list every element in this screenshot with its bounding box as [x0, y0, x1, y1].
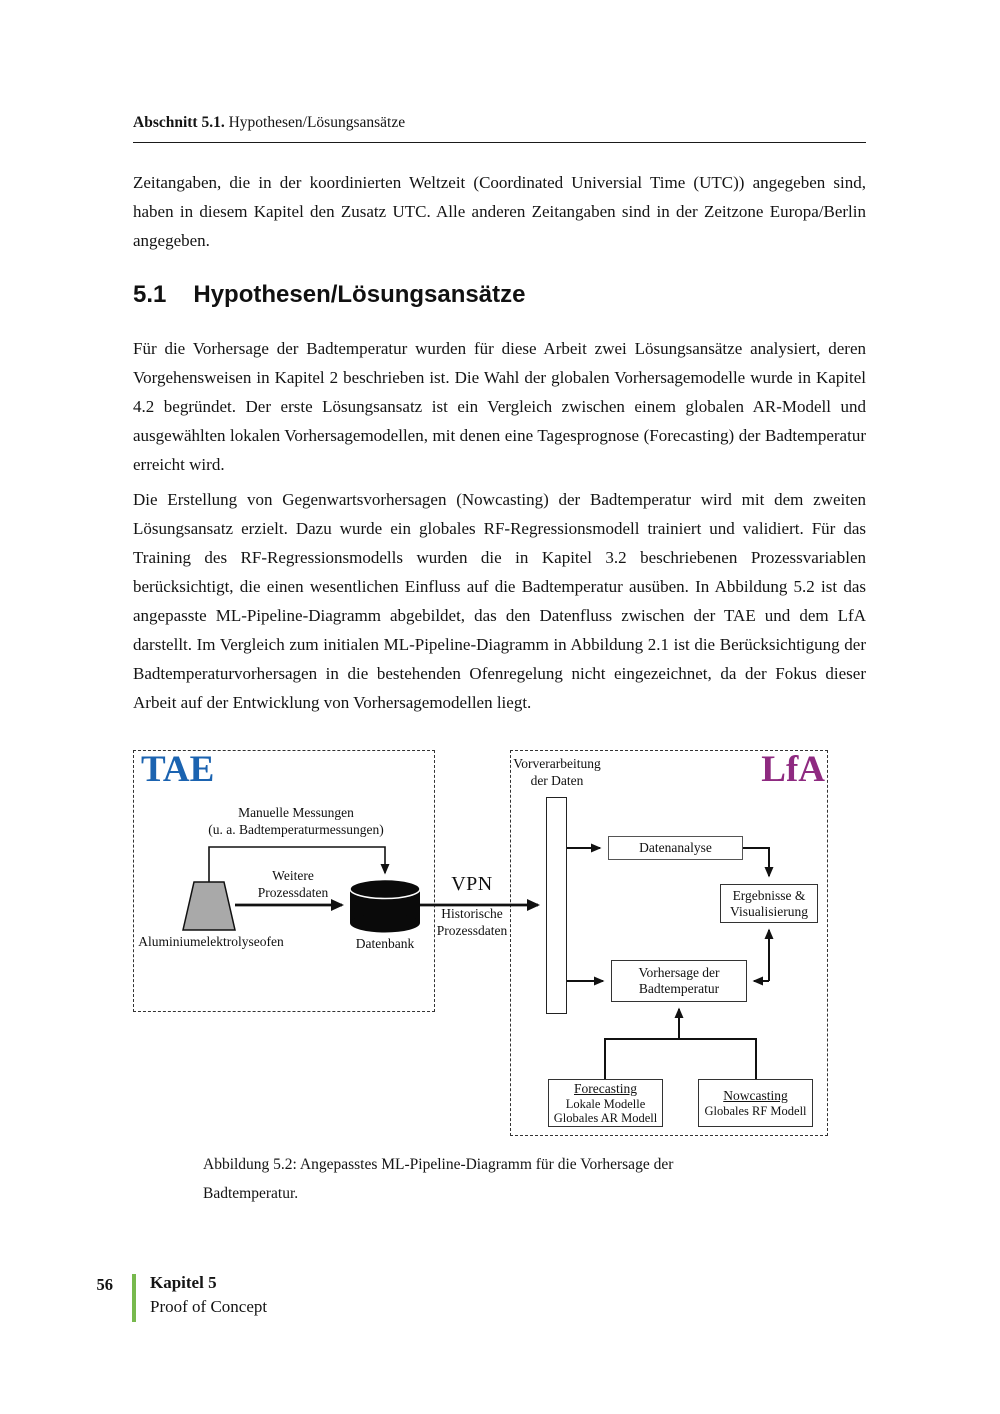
nowcasting-node: Nowcasting Globales RF Modell — [698, 1079, 813, 1127]
ml-pipeline-diagram — [133, 748, 833, 1140]
arrow-datenanalyse-to-ergebnisse — [743, 848, 769, 876]
page-number: 56 — [96, 1275, 113, 1294]
historic-data-label: Historische Prozessdaten — [436, 906, 508, 938]
section-title: Hypothesen/Lösungsansätze — [193, 281, 526, 308]
preprocessing-bar — [546, 797, 567, 1014]
paragraph-approach-2: Die Erstellung von Gegenwartsvorhersagen (Nowcasting) der Badtemperatur wird mit dem zweiten Lösungsansatz erzielt. Dazu wurde ein globales RF-Regressionsmodell trainiert und validiert. Für das Training des RF-Regressionsmodells wurden die in Kapitel 3.2 beschriebenen Prozessvariablen berücksichtigt, die einen wesentlichen Einfluss auf die Badtemperatur ausüben. In Abbildung 5.2 ist das angepasste ML-Pipeline-Diagramm abgebildet, das den Datenfluss zwischen der TAE und dem LfA darstellt. Im Vergleich zum initialen ML-Pipeline-Diagramm in Abbildung 2.1 ist die Berücksichtigung der Badtemperaturvorhersagen in die bestehenden Ofenregelung nicht eingezeichnet, da der Fokus dieser Arbeit auf der Entwicklung von Vorhersagemodellen liegt. — [133, 490, 866, 712]
manual-measurements-label: Manuelle Messungen (u. a. Badtemperaturmessungen) — [208, 805, 384, 837]
vorhersage-badtemperatur-node: Vorhersage der Badtemperatur — [611, 960, 747, 1002]
database-label: Datenbank — [355, 936, 415, 951]
footer-chapter-title: Proof of Concept — [150, 1297, 268, 1316]
preprocessing-label: Vorverarbeitung der Daten — [513, 756, 601, 788]
datenanalyse-node: Datenanalyse — [608, 836, 743, 860]
ergebnisse-visualisierung-node: Ergebnisse & Visualisierung — [720, 884, 818, 923]
section-heading — [133, 281, 525, 309]
paragraph-approach-1: Für die Vorhersage der Badtemperatur wurden für diese Arbeit zwei Lösungsansätze analysiert, deren Vorgehensweisen in Kapitel 2 beschrieben ist. Die Wahl der globalen Vorhersagemodelle wurde in Kapitel 4.2 begründet. Der erste Lösungsansatz ist ein Vergleich zwischen einem globalen AR-Modell und ausgewählten lokalen Vorhersagemodellen, mit denen eine Tagesprognose (Forecasting) der Badtemperatur erreicht wird. — [133, 339, 866, 474]
footer-accent-bar — [132, 1274, 136, 1322]
header-section-label: Abschnitt 5.1. — [133, 114, 225, 131]
furnace-label: Aluminiumelektrolyseofen — [138, 934, 284, 949]
paragraph-timezone-note: Zeitangaben, die in der koordinierten Weltzeit (Coordinated Universial Time (UTC)) angegeben sind, haben in diesem Kapitel den Zusatz UTC. Alle anderen Zeitangaben sind in der Zeitzone Europa/Berlin angegeben. — [133, 173, 866, 250]
forecasting-node: Forecasting Lokale Modelle Globales AR Modell — [548, 1079, 663, 1127]
connector-models-junction — [605, 1039, 756, 1079]
header-section-title: Hypothesen/Lösungsansätze — [228, 114, 406, 131]
figure-caption: Abbildung 5.2: Angepasstes ML-Pipeline-Diagramm für die Vorhersage der Badtemperatur. — [203, 1156, 674, 1202]
lfa-title: LfA — [761, 749, 825, 790]
weitere-prozessdaten-label: Weitere Prozessdaten — [257, 868, 329, 900]
running-header — [133, 114, 866, 143]
vpn-label: VPN — [451, 873, 493, 895]
footer-chapter: Kapitel 5 — [150, 1273, 217, 1292]
tae-title: TAE — [141, 749, 215, 790]
section-number: 5.1 — [133, 281, 167, 308]
